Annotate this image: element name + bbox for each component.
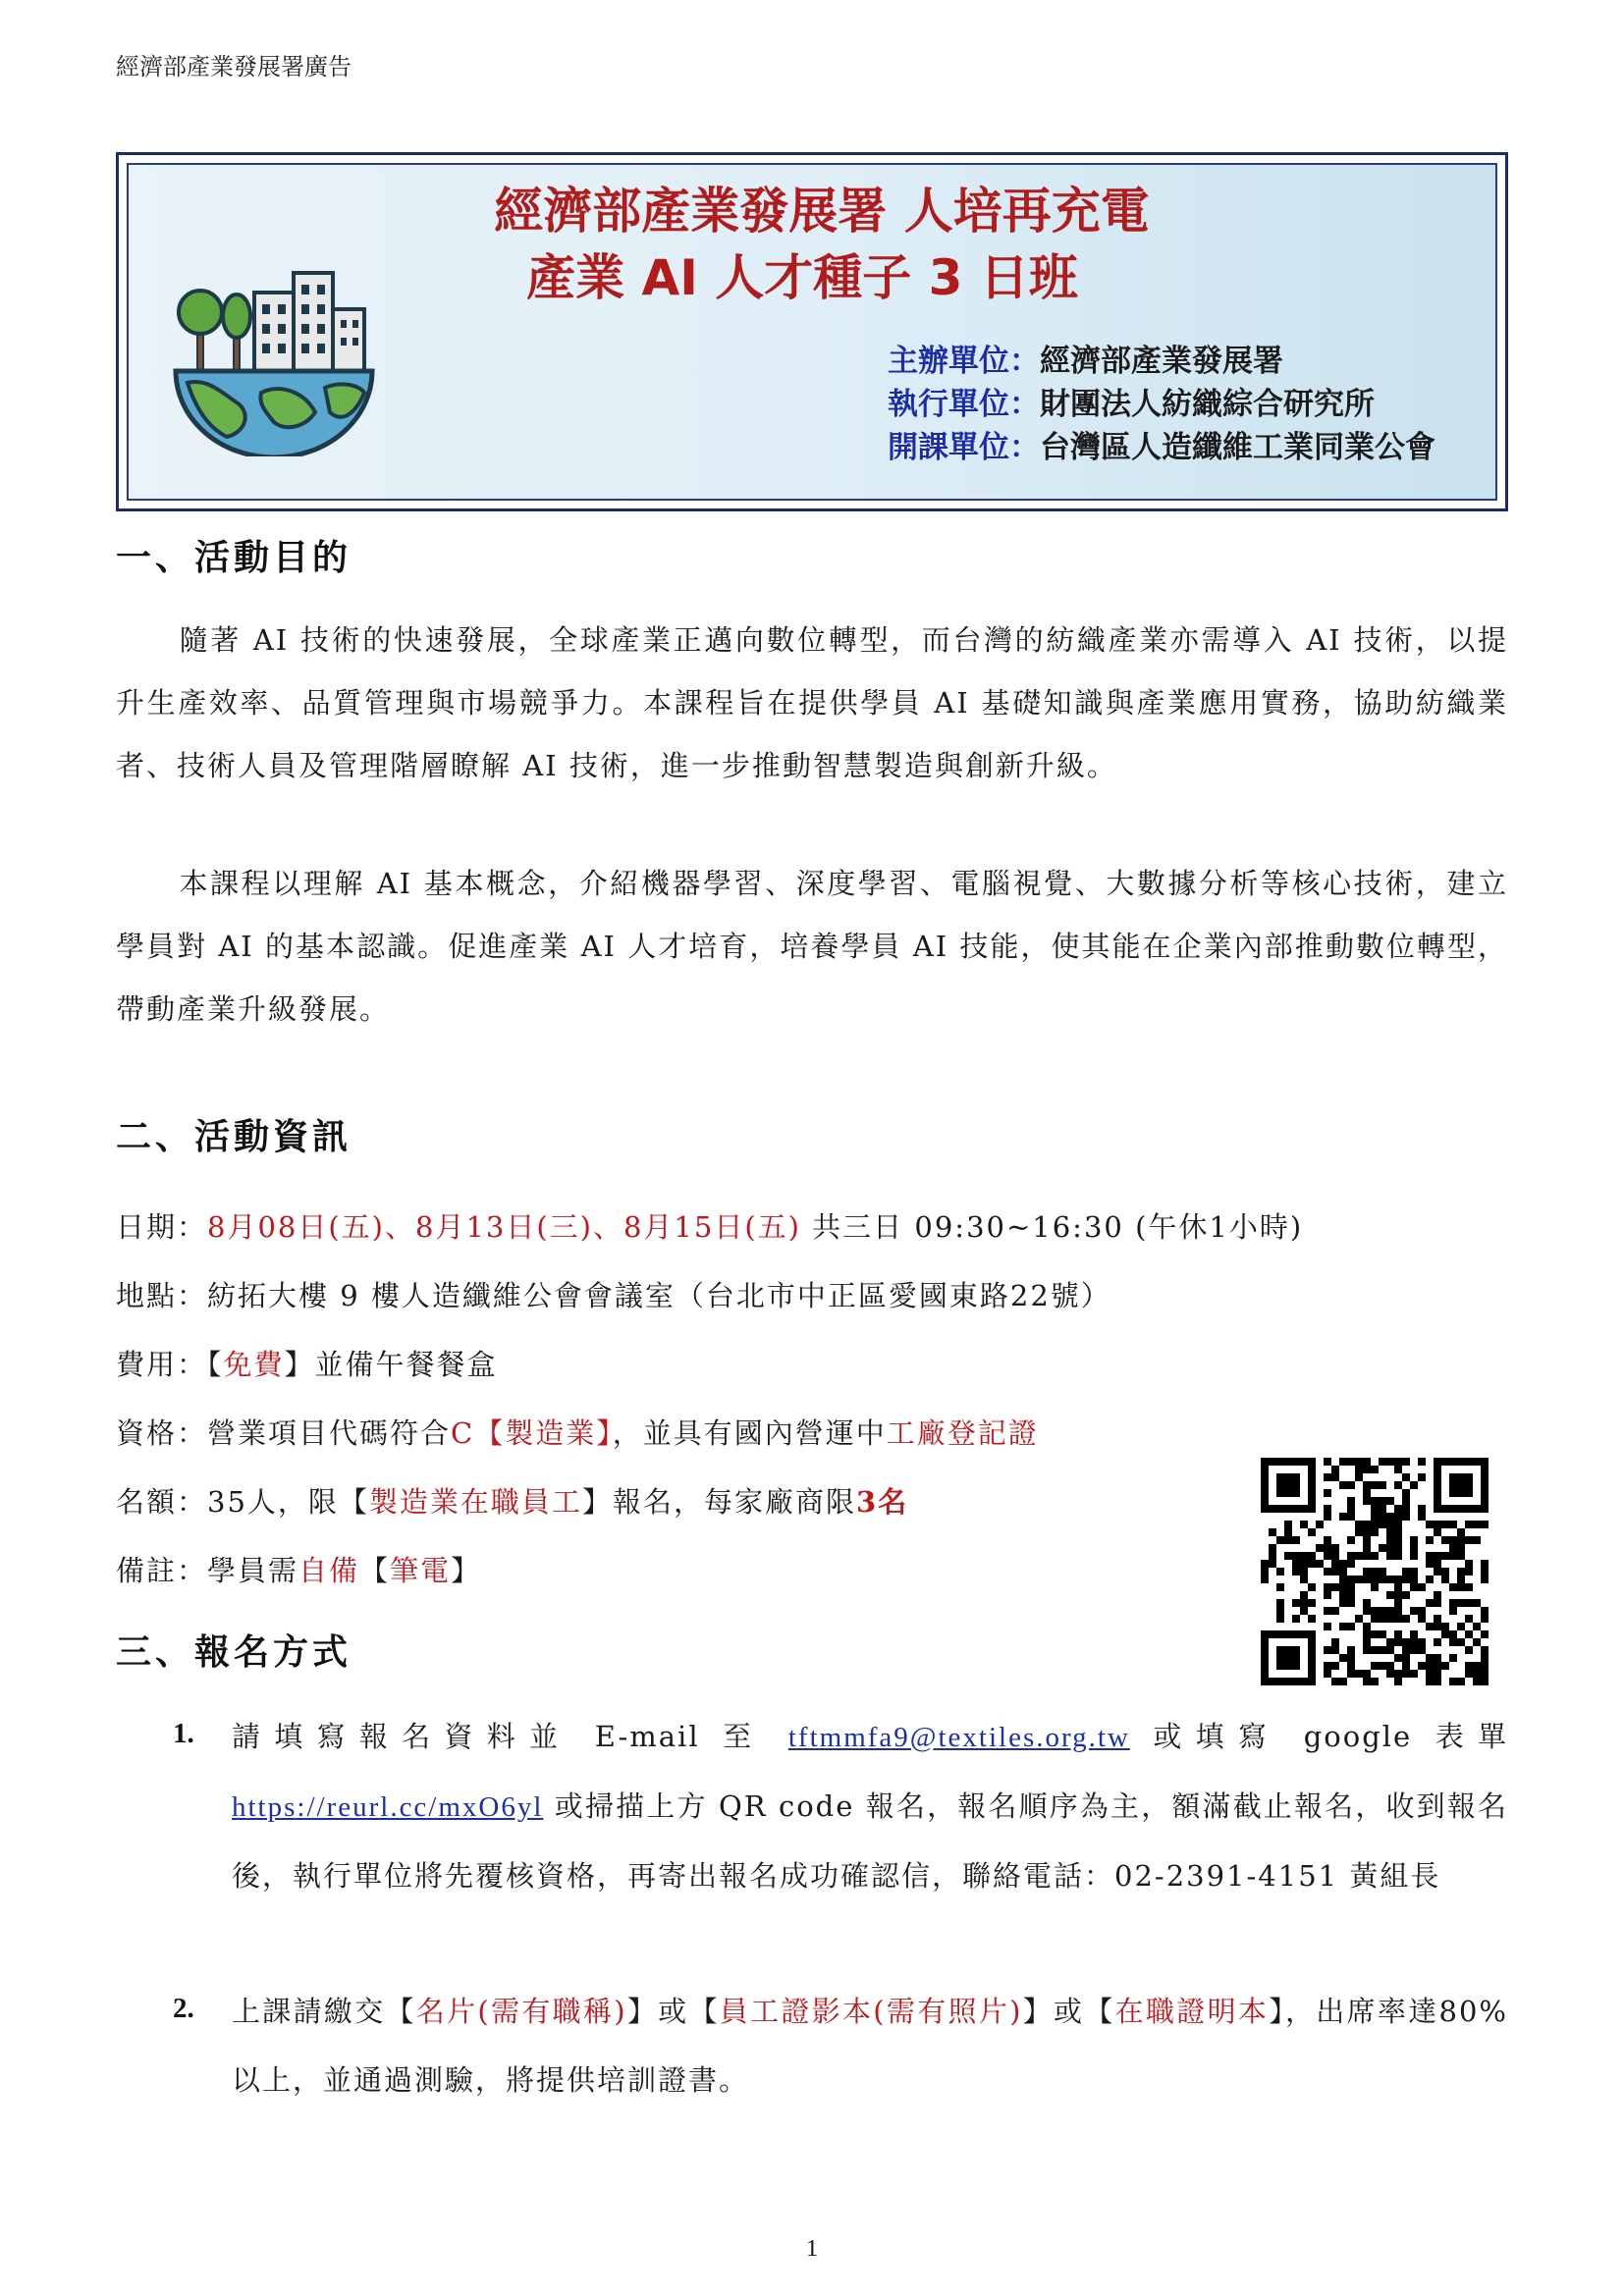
registration-qr-code[interactable]	[1261, 1458, 1489, 1685]
info-date: 日期：8月08日(五)、8月13日(三)、8月15日(五) 共三日 09:30~16:30 (午休1小時)	[116, 1210, 1304, 1244]
section1-heading: 一、活動目的	[116, 537, 352, 578]
organizer-list	[888, 340, 1435, 469]
section2-heading: 二、活動資訊	[116, 1116, 352, 1157]
section3-heading: 三、報名方式	[116, 1631, 352, 1673]
step-body: 上課請繳交【名片(需有職稱)】或【員工證影本(需有照片)】或【在職證明本】，出席率達80%以上，並通過測驗，將提供培訓證書。	[232, 1995, 1508, 2097]
organizer-executor: 執行單位：財團法人紡織綜合研究所	[888, 387, 1375, 422]
info-qualification: 資格：營業項目代碼符合C【製造業】，並具有國內營運中工廠登記證	[116, 1416, 1039, 1450]
info-place: 地點：紡拓大樓 9 樓人造纖維公會會議室（台北市中正區愛國東路22號）	[116, 1279, 1111, 1312]
banner-title-line2: 產業 AI 人才種子 3 日班	[526, 249, 1078, 306]
section1-para1: 隨著 AI 技術的快速發展，全球產業正邁向數位轉型，而台灣的紡織產業亦需導入 AI 技術，以提升生產效率、品質管理與市場競爭力。本課程旨在提供學員 AI 基礎知識與產業應用實務，協助紡織業者、技術人員及管理階層瞭解 AI 技術，進一步推動智慧製造與創新升級。	[116, 623, 1508, 782]
google-form-link[interactable]: https://reurl.cc/mxO6yl	[232, 1791, 544, 1823]
section1-para2: 本課程以理解 AI 基本概念，介紹機器學習、深度學習、電腦視覺、大數據分析等核心技術，建立學員對 AI 的基本認識。促進產業 AI 人才培育，培養學員 AI 技能，使其能在企業內部推動數位轉型，帶動產業升級發展。	[116, 867, 1508, 1026]
email-link[interactable]: tftmmfa9@textiles.org.tw	[787, 1722, 1130, 1753]
page-number: 1	[806, 2236, 818, 2262]
green-city-globe-icon	[168, 255, 379, 456]
info-quota: 名額：35人，限【製造業在職員工】報名，每家廠商限3名	[116, 1485, 909, 1519]
organizer-host: 主辦單位：經濟部產業發展署	[888, 344, 1283, 379]
info-fee: 費用：【免費】並備午餐餐盒	[116, 1348, 498, 1381]
organizer-course: 開課單位：台灣區人造纖維工業同業公會	[888, 430, 1435, 465]
banner-inner	[127, 163, 1497, 501]
course-banner	[116, 152, 1508, 511]
step-number: 2.	[173, 1993, 194, 2024]
step-number: 1.	[173, 1718, 194, 1749]
info-note: 備註：學員需自備【筆電】	[116, 1554, 482, 1587]
banner-title-line1: 經濟部產業發展署 人培再充電	[494, 183, 1150, 240]
header-note: 經濟部產業發展署廣告	[116, 53, 352, 80]
step-body: 請填寫報名資料並 E-mail 至 tftmmfa9@textiles.org.tw 或填寫 google 表單 https://reurl.cc/mxO6yl 或掃描上方 QR code 報名，報名順序為主，額滿截止報名，收到報名後，執行單位將先覆核資格，再寄出報名成功確認信，聯絡電話：02-2391-4151 黃組長	[232, 1720, 1508, 1893]
